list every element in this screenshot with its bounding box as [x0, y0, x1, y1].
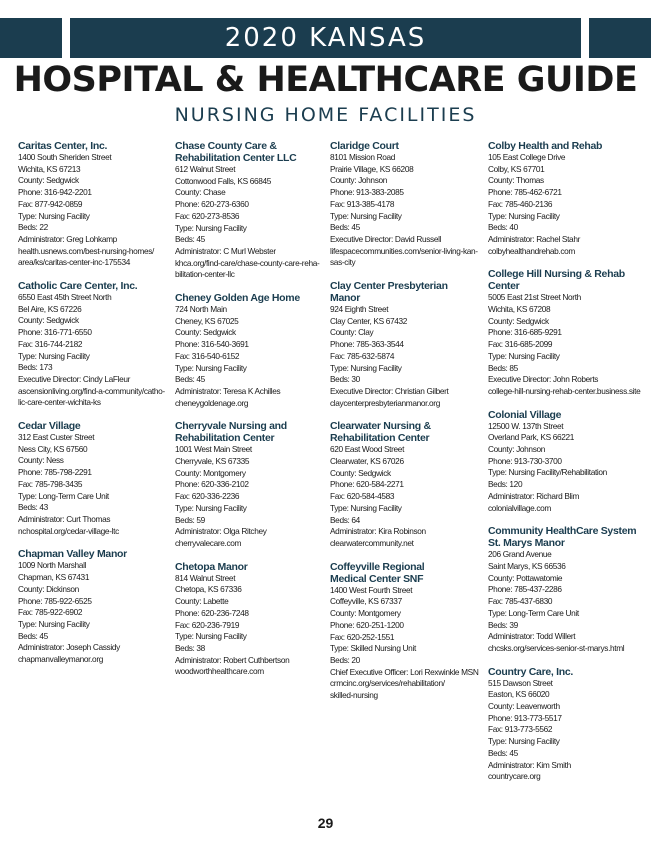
facility-detail-line: Phone: 620-236-7248 [175, 607, 249, 618]
facility-detail-line: skilled-nursing [330, 690, 378, 701]
facility-detail-line: Fax: 620-273-8536 [175, 210, 240, 221]
facility-detail-line: 724 North Main [175, 304, 227, 315]
facility-detail-line: 612 Walnut Street [175, 164, 236, 174]
facility-detail-line: Fax: 316-540-6152 [175, 350, 240, 361]
facility-detail-line: Beds: 59 [175, 514, 205, 525]
header-banner [0, 18, 651, 58]
facility-name: Coffeyville Regional [330, 560, 425, 573]
facility-detail-line: Cheney, KS 67025 [175, 315, 239, 326]
facility-detail-line: claycenterpresbyterianmanor.org [330, 397, 440, 408]
facility-entry [175, 420, 325, 549]
facility-name: Country Care, Inc. [488, 665, 574, 678]
facility-detail-line: County: Sedgwick [18, 315, 79, 326]
facility-name: Clay Center Presbyterian Manor [330, 280, 448, 305]
facility-detail-line: Phone: 620-251-1200 [330, 619, 404, 630]
facility-detail-line: Phone: 620-336-2102 [175, 479, 249, 490]
facility-detail-line: Beds: 45 [175, 234, 205, 245]
facility-detail-line: Type: Nursing Facility [330, 502, 402, 513]
facility-detail-line: Fax: 316-744-2182 [18, 338, 83, 349]
facility-detail-line: County: Johnson [488, 444, 546, 455]
facility-detail-line: Administrator: Teresa K Achilles [175, 385, 281, 396]
facility-detail-line: 105 East College Drive [488, 152, 566, 162]
facility-detail-line: Type: Nursing Facility [175, 222, 247, 233]
facility-name: Colby Health and Rehab [488, 140, 603, 152]
facility-detail-line: Colby, KS 67701 [488, 163, 545, 174]
facility-detail-line: Phone: 316-942-2201 [18, 187, 92, 198]
facility-entry [330, 561, 480, 702]
facility-detail-line: Type: Long-Term Care Unit [488, 607, 579, 618]
facility-detail-line: County: Sedgwick [488, 315, 549, 326]
facility-detail-line: Type: Nursing Facility [18, 618, 90, 629]
facility-detail-line: Coffeyville, KS 67337 [330, 596, 402, 607]
facility-detail-line: Fax: 785-922-6902 [18, 607, 83, 618]
facility-detail-line: Fax: 785-437-6830 [488, 596, 553, 607]
facility-name: Colonial Village [488, 408, 562, 421]
facility-detail-line: Type: Nursing Facility [488, 210, 560, 221]
facility-detail-line: County: Ness [18, 455, 64, 466]
facility-detail-line: Administrator: Curt Thomas [18, 513, 111, 524]
facility-entry [488, 140, 638, 257]
facility-detail-line: Beds: 120 [488, 479, 523, 490]
facility-detail-line: 206 Grand Avenue [488, 549, 552, 560]
facility-name: College Hill Nursing & Rehab Center [488, 268, 625, 293]
facility-detail-line: sas-city [330, 257, 356, 268]
facility-detail-line: khca.org/find-care/chase-county-care-reha- [175, 257, 320, 268]
facility-detail-line: Beds: 40 [488, 222, 518, 233]
facility-detail-line: Type: Skilled Nursing Unit [330, 643, 416, 654]
facility-detail-line: nchospital.org/cedar-village-ltc [18, 525, 119, 536]
facility-detail-line: Type: Nursing Facility [18, 210, 90, 221]
facility-detail-line: Beds: 30 [330, 374, 360, 385]
page-title: HOSPITAL & HEALTHCARE GUIDE [13, 60, 638, 100]
facility-name: Caritas Center, Inc. [18, 140, 108, 152]
listing-column-4 [488, 140, 641, 794]
facility-detail-line: Type: Long-Term Care Unit [18, 490, 109, 501]
facility-name: Chapman Valley Manor [18, 548, 127, 561]
banner-center-block [70, 18, 581, 58]
facility-name: Rehabilitation Center LLC [175, 152, 297, 164]
facility-detail-line: area/ks/caritas-center-inc-175534 [18, 257, 131, 268]
facility-name: Rehabilitation Center [175, 432, 275, 445]
facility-detail-line: County: Sedgwick [175, 327, 236, 338]
facility-detail-line: Executive Director: John Roberts [488, 374, 599, 385]
facility-detail-line: Fax: 620-252-1551 [330, 631, 395, 642]
facility-detail-line: clearwatercommunity.net [330, 537, 414, 548]
facility-detail-line: colbyhealthandrehab.com [488, 245, 575, 256]
facility-entry [488, 409, 638, 515]
facility-detail-line: County: Montgomery [175, 467, 246, 478]
facility-detail-line: colonialvillage.com [488, 502, 551, 513]
facility-detail-line: Phone: 785-922-6525 [18, 595, 92, 606]
facility-detail-line: County: Johnson [330, 175, 388, 186]
facility-entry [18, 548, 168, 665]
facility-detail-line: Administrator: Robert Cuthbertson [175, 654, 290, 665]
facility-detail-line: Type: Nursing Facility [488, 350, 560, 361]
facility-detail-line: Easton, KS 66020 [488, 689, 550, 700]
facility-entry [18, 280, 168, 409]
facility-name: Cherryvale Nursing and [175, 420, 287, 433]
facility-detail-line: 924 Eighth Street [330, 304, 389, 315]
facility-entry [330, 280, 480, 409]
banner-right-block [589, 18, 651, 58]
facility-detail-line: 12500 W. 137th Street [488, 420, 564, 431]
facility-detail-line: Ness City, KS 67560 [18, 443, 88, 454]
facility-detail-line: Beds: 45 [18, 630, 48, 641]
facility-name: St. Marys Manor [488, 537, 565, 550]
facility-detail-line: lic-care-center-wichita-ks [18, 397, 101, 408]
facility-detail-line: Administrator: Todd Willert [488, 631, 576, 642]
facility-detail-line: Fax: 877-942-0859 [18, 198, 83, 209]
facility-detail-line: County: Clay [330, 327, 374, 338]
facility-detail-line: Fax: 316-685-2099 [488, 339, 553, 350]
facility-detail-line: 8101 Mission Road [330, 152, 396, 162]
facility-detail-line: countrycare.org [488, 771, 541, 782]
facility-detail-line: Administrator: Rachel Stahr [488, 233, 580, 244]
facility-detail-line: Beds: 45 [330, 222, 360, 233]
facility-detail-line: 312 East Custer Street [18, 432, 95, 443]
facility-detail-line: 1001 West Main Street [175, 444, 252, 455]
facility-detail-line: Administrator: Joseph Cassidy [18, 642, 120, 653]
facility-entry [330, 420, 480, 549]
facility-name: Clearwater Nursing & [330, 420, 431, 433]
listing-column-3 [330, 140, 480, 713]
facility-name: Catholic Care Center, Inc. [18, 280, 138, 293]
facility-detail-line: Phone: 316-771-6550 [18, 327, 92, 338]
facility-name: Chetopa Manor [175, 560, 248, 573]
facility-detail-line: Prairie Village, KS 66208 [330, 163, 414, 174]
facility-detail-line: Administrator: C Murl Webster [175, 245, 276, 256]
facility-detail-line: Type: Nursing Facility [18, 350, 90, 361]
facility-entry [18, 420, 168, 537]
facility-detail-line: lifespacecommunities.com/senior-living-kan- [330, 245, 478, 256]
facility-entry [175, 561, 325, 678]
facility-entry [18, 140, 168, 269]
facility-detail-line: Chapman, KS 67431 [18, 572, 90, 583]
facility-name: Claridge Court [330, 140, 399, 152]
facility-detail-line: Beds: 173 [18, 362, 53, 373]
banner-text: 2020 KANSAS [224, 23, 427, 53]
listing-column-2 [175, 140, 325, 689]
facility-detail-line: Phone: 785-798-2291 [18, 467, 92, 478]
facility-detail-line: Phone: 913-773-5517 [488, 712, 562, 723]
facility-detail-line: 1400 South Sheriden Street [18, 152, 112, 162]
facility-detail-line: 1400 West Fourth Street [330, 584, 413, 595]
listing-column-1 [18, 140, 168, 677]
facility-entry [488, 525, 638, 654]
facility-detail-line: 5005 East 21st Street North [488, 292, 581, 303]
facility-name: Community HealthCare System [488, 525, 637, 538]
facility-detail-line: Type: Nursing Facility [330, 210, 402, 221]
facility-detail-line: Fax: 785-460-2136 [488, 198, 553, 209]
facility-detail-line: Type: Nursing Facility [488, 736, 560, 747]
facility-detail-line: Executive Director: David Russell [330, 233, 442, 244]
facility-entry [488, 666, 638, 783]
facility-detail-line: Phone: 785-437-2286 [488, 584, 562, 595]
facility-entry [488, 268, 641, 397]
facility-detail-line: Phone: 785-363-3544 [330, 339, 404, 350]
facility-detail-line: Wichita, KS 67208 [488, 304, 551, 315]
facility-detail-line: Beds: 43 [18, 502, 48, 513]
facility-detail-line: Type: Nursing Facility [175, 502, 247, 513]
facility-detail-line: County: Sedgwick [330, 467, 391, 478]
facility-name: Rehabilitation Center [330, 432, 430, 445]
facility-detail-line: Beds: 39 [488, 619, 518, 630]
facility-detail-line: Fax: 913-773-5562 [488, 724, 553, 735]
facility-detail-line: crmcinc.org/services/rehabilitation/ [330, 678, 445, 689]
facility-detail-line: Administrator: Kim Smith [488, 759, 571, 770]
facility-detail-line: Type: Nursing Facility [175, 362, 247, 373]
facility-detail-line: Fax: 785-632-5874 [330, 350, 395, 361]
facility-detail-line: Type: Nursing Facility [175, 631, 247, 642]
facility-detail-line: Cottonwood Falls, KS 66845 [175, 175, 272, 186]
facility-detail-line: health.usnews.com/best-nursing-homes/ [18, 245, 155, 256]
facility-detail-line: County: Sedgwick [18, 175, 79, 186]
facility-detail-line: Chetopa, KS 67336 [175, 584, 242, 595]
facility-detail-line: Phone: 620-584-2271 [330, 479, 404, 490]
facility-entry [330, 140, 480, 269]
facility-detail-line: Fax: 620-336-2236 [175, 491, 240, 502]
facility-detail-line: Clay Center, KS 67432 [330, 315, 408, 326]
facility-entry [175, 292, 325, 409]
facility-detail-line: County: Dickinson [18, 583, 79, 594]
facility-detail-line: woodworthhealthcare.com [175, 666, 264, 677]
facility-detail-line: Wichita, KS 67213 [18, 163, 81, 174]
facility-detail-line: Phone: 316-685-9291 [488, 327, 562, 338]
facility-detail-line: bilitation-center-llc [175, 269, 235, 280]
facility-name: Medical Center SNF [330, 572, 424, 585]
facility-detail-line: County: Montgomery [330, 608, 401, 619]
facility-entry [175, 140, 325, 281]
facility-detail-line: County: Labette [175, 596, 229, 607]
page-subtitle: NURSING HOME FACILITIES [174, 104, 477, 126]
facility-name: Chase County Care & [175, 140, 277, 152]
facility-detail-line: Executive Director: Cindy LaFleur [18, 373, 131, 384]
facility-detail-line: chcsks.org/services-senior-st-marys.html [488, 642, 625, 653]
facility-detail-line: cherryvalecare.com [175, 537, 242, 548]
facility-detail-line: cheneygoldenage.org [175, 397, 249, 408]
facility-detail-line: Beds: 38 [175, 642, 205, 653]
facility-detail-line: college-hill-nursing-rehab-center.business.site [488, 385, 641, 396]
facility-detail-line: County: Thomas [488, 175, 544, 186]
facility-detail-line: County: Pottawatomie [488, 572, 563, 583]
facility-detail-line: Phone: 913-730-3700 [488, 455, 562, 466]
facility-name: Cedar Village [18, 420, 81, 433]
facility-detail-line: Beds: 64 [330, 514, 360, 525]
facility-name: Cheney Golden Age Home [175, 292, 300, 305]
facility-detail-line: Beds: 85 [488, 362, 518, 373]
facility-detail-line: 620 East Wood Street [330, 444, 405, 455]
facility-detail-line: Administrator: Olga Ritchey [175, 526, 267, 537]
facility-detail-line: 515 Dawson Street [488, 677, 553, 688]
facility-detail-line: Administrator: Greg Lohkamp [18, 233, 117, 244]
facility-detail-line: Phone: 316-540-3691 [175, 339, 249, 350]
facility-detail-line: Phone: 913-383-2085 [330, 187, 404, 198]
facility-detail-line: Phone: 785-462-6721 [488, 187, 562, 198]
facility-detail-line: County: Chase [175, 187, 226, 198]
facility-detail-line: Clearwater, KS 67026 [330, 456, 404, 467]
page-number: 29 [317, 815, 334, 831]
facility-detail-line: Type: Nursing Facility [330, 362, 402, 373]
facility-detail-line: Fax: 785-798-3435 [18, 478, 83, 489]
facility-detail-line: Fax: 620-236-7919 [175, 619, 240, 630]
facility-detail-line: Administrator: Richard Blim [488, 490, 580, 501]
facility-detail-line: Saint Marys, KS 66536 [488, 560, 566, 571]
facility-detail-line: Beds: 45 [175, 374, 205, 385]
facility-detail-line: Fax: 913-385-4178 [330, 198, 395, 209]
facility-detail-line: 1009 North Marshall [18, 560, 87, 571]
facility-detail-line: County: Leavenworth [488, 701, 560, 712]
facility-detail-line: Beds: 20 [330, 654, 360, 665]
facility-detail-line: Beds: 22 [18, 222, 48, 233]
facility-detail-line: Type: Nursing Facility/Rehabilitation [488, 467, 607, 478]
facility-detail-line: 6550 East 45th Street North [18, 292, 112, 303]
facility-detail-line: Beds: 45 [488, 747, 518, 758]
facility-detail-line: Executive Director: Christian Gilbert [330, 385, 449, 396]
facility-detail-line: Cherryvale, KS 67335 [175, 456, 250, 467]
facility-detail-line: Administrator: Kira Robinson [330, 526, 426, 537]
facility-detail-line: Overland Park, KS 66221 [488, 432, 575, 443]
facility-detail-line: Phone: 620-273-6360 [175, 199, 249, 210]
facility-detail-line: ascensionliving.org/find-a-community/catho- [18, 385, 165, 396]
facility-detail-line: Fax: 620-584-4583 [330, 491, 395, 502]
banner-left-block [0, 18, 62, 58]
facility-detail-line: chapmanvalleymanor.org [18, 654, 103, 665]
facility-detail-line: Bel Aire, KS 67226 [18, 303, 82, 314]
facility-detail-line: Chief Executive Officer: Lori Rexwinkle MSN [330, 666, 479, 677]
facility-detail-line: 814 Walnut Street [175, 572, 236, 583]
